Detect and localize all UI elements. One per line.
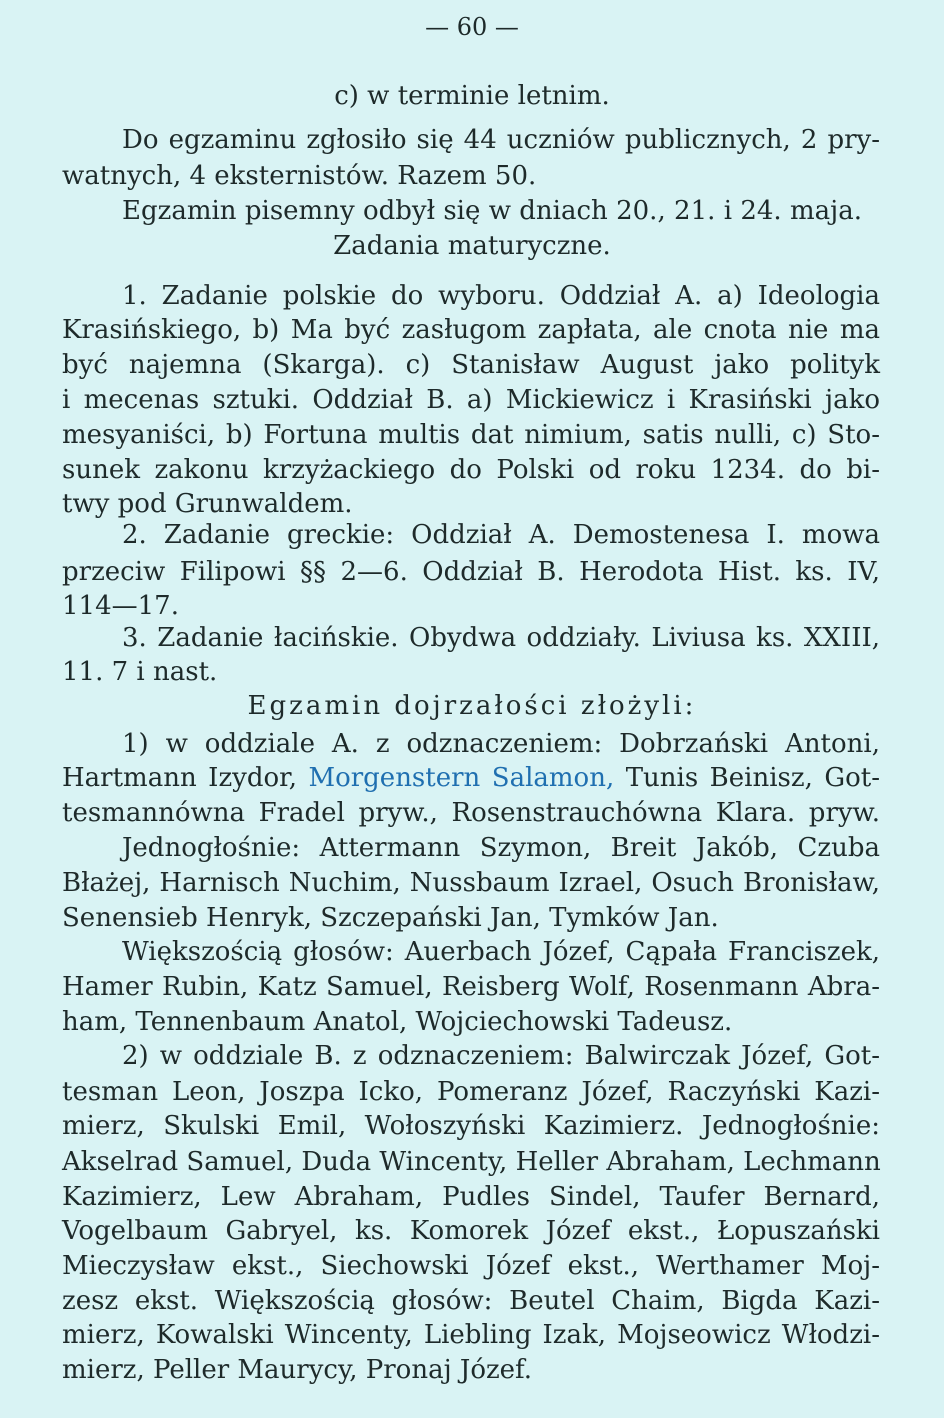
text-line: 3. Zadanie łacińskie. Obydwa oddziały. Liviusa ks. XXIII, (122, 623, 880, 653)
text-line: Jednogłośnie: Attermann Szymon, Breit Jakób, Czuba (122, 833, 880, 863)
text-line: Krasińskiego, b) Ma być zasługom zapłata, ale cnota nie ma (62, 315, 880, 345)
text-line: 2. Zadanie greckie: Oddział A. Demostenesa I. mowa (122, 520, 880, 550)
text-line: ham, Tennenbaum Anatol, Wojciechowski Tadeusz. (62, 1007, 733, 1037)
text-line: Akselrad Samuel, Duda Wincenty, Heller Abraham, Lechmann (62, 1147, 881, 1177)
text-line: 1. Zadanie polskie do wyboru. Oddział A. a) Ideologia (122, 281, 880, 311)
text-line: Vogelbaum Gabryel, ks. Komorek Józef ekst., Łopuszański (62, 1216, 880, 1246)
text-line: zesz ekst. Większością głosów: Beutel Chaim, Bigda Kazi- (62, 1286, 880, 1316)
text-line: 11. 7 i nast. (62, 657, 218, 687)
text-line: Błażej, Harnisch Nuchim, Nussbaum Izrael, Osuch Bronisław, (62, 868, 880, 898)
text-line: 1) w oddziale A. z odznaczeniem: Dobrzański Antoni, (122, 729, 880, 759)
text-line: Do egzaminu zgłosiło się 44 uczniów publicznych, 2 pry- (122, 125, 880, 155)
text-line: watnych, 4 eksternistów. Razem 50. (62, 161, 537, 191)
highlighted-name: Morgenstern Salamon, (308, 763, 615, 793)
text-line: sunek zakonu krzyżackiego do Polski od roku 1234. do bi- (62, 455, 880, 485)
text-line: mierz, Skulski Emil, Wołoszyński Kazimierz. Jednogłośnie: (62, 1111, 880, 1141)
text-line: przeciw Filipowi §§ 2—6. Oddział B. Herodota Hist. ks. IV, (62, 557, 880, 587)
section-heading: c) w terminie letnim. (334, 81, 610, 111)
text-line: tesman Leon, Joszpa Icko, Pomeranz Józef, Raczyński Kazi- (62, 1077, 880, 1107)
text-segment: Tunis Beinisz, Got- (614, 763, 880, 793)
text-line: Senensieb Henryk, Szczepański Jan, Tymków Jan. (62, 903, 719, 933)
subheading: Zadania maturyczne. (333, 231, 611, 261)
text-line: Hamer Rubin, Katz Samuel, Reisberg Wolf, Rosenmann Abra- (62, 972, 880, 1002)
page-number: — 60 — (425, 13, 519, 41)
text-line: Większością głosów: Auerbach Józef, Cąpała Franciszek, (122, 937, 880, 967)
text-line: mierz, Peller Maurycy, Pronaj Józef. (62, 1355, 533, 1385)
text-line: i mecenas sztuki. Oddział B. a) Mickiewicz i Krasiński jako (62, 385, 880, 415)
text-line: Mieczysław ekst., Siechowski Józef ekst., Werthamer Moj- (62, 1251, 880, 1281)
text-line: 2) w oddziale B. z odznaczeniem: Balwirczak Józef, Got- (122, 1041, 880, 1071)
text-line: tesmannówna Fradel pryw., Rosenstrauchówna Klara. pryw. (62, 798, 880, 828)
text-line: być najemna (Skarga). c) Stanisław August jako polityk (62, 350, 880, 380)
text-line: 114—17. (62, 591, 179, 621)
text-line-highlighted (62, 762, 880, 794)
text-segment: Hartmann Izydor, (62, 763, 309, 793)
text-line: mesyaniści, b) Fortuna multis dat nimium, satis nulli, c) Sto- (62, 420, 880, 450)
text-line: Egzamin pisemny odbył się w dniach 20., 21. i 24. maja. (122, 196, 862, 226)
text-line: twy pod Grunwaldem. (62, 489, 353, 519)
text-line: mierz, Kowalski Wincenty, Liebling Izak, Mojseowicz Włodzi- (62, 1320, 880, 1350)
subheading-spaced: Egzamin dojrzałości złożyli: (247, 691, 697, 721)
text-line: Kazimierz, Lew Abraham, Pudles Sindel, Taufer Bernard, (62, 1182, 880, 1212)
